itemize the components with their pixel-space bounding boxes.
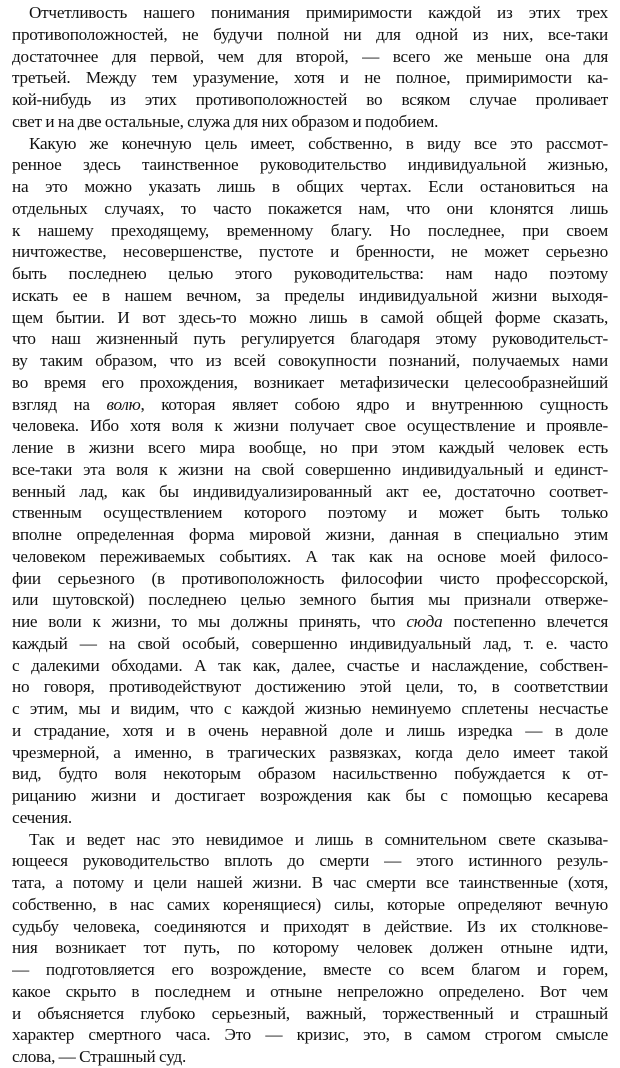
text-line: [12, 220, 608, 242]
text-run: на это можно указать лишь в общих чертах. Если остановиться на: [12, 177, 608, 196]
text-run: ние воли к жизни, то мы должны принять, что: [12, 612, 407, 631]
text-run: свет и на две остальные, служа для них образом и подобием.: [12, 111, 439, 131]
text-line: [12, 589, 608, 611]
text-line: [12, 720, 608, 742]
text-run: сечения.: [12, 807, 72, 827]
emphasis-text: волю: [106, 394, 141, 414]
text-run: с этим, мы и видим, что с каждой жизнью неминуемо сплетены несчастье: [12, 699, 608, 718]
text-line: [12, 285, 608, 307]
text-line: [12, 328, 608, 350]
text-line: [12, 372, 608, 394]
text-run: каждый — на свой особый, совершенно индивидуальный лад, т. е. часто: [12, 633, 608, 653]
text-run: ничтожестве, несовершенстве, пустоте и бренности, не может серьезно: [12, 242, 608, 262]
text-line: [12, 1024, 608, 1046]
text-line: [12, 24, 608, 46]
text-line: [12, 350, 608, 372]
text-run: ренное здесь таинственное руководительство индивидуальной жизнью,: [12, 155, 608, 175]
text-run: третьей. Между тем уразумение, хотя и не полное, примиримости ка-: [12, 68, 608, 88]
text-run: или шутовской) последнею целью земного бытия мы признали отверже-: [12, 590, 608, 610]
text-line: [12, 807, 608, 829]
text-line: [12, 154, 608, 176]
text-line: [12, 481, 608, 503]
text-line: [12, 916, 608, 938]
text-run: человека. Ибо хотя воля к жизни получает свое осуществление и проявле-: [12, 416, 608, 436]
text-run: тата, а потому и цели нашей жизни. В час смерти все таинственные (хотя,: [12, 873, 608, 892]
text-run: ву таким образом, что из всей совокупности познаний, получаемых нами: [12, 351, 608, 370]
text-line: [12, 502, 608, 524]
text-line: [12, 437, 608, 459]
text-run: , которая являет собою ядро и внутреннюю сущность: [140, 394, 608, 414]
text-run: человеком переживаемых событиях. А так как на основе моей филосо-: [12, 546, 608, 566]
text-line: [12, 459, 608, 481]
text-run: рицанию жизни и достигает возрождения как бы с помощью кесарева: [12, 786, 608, 805]
text-line: [12, 785, 608, 807]
text-line: [12, 546, 608, 568]
text-run: щем бытии. И вот здесь-то можно лишь в самой общей форме сказать,: [12, 307, 608, 327]
text-line: [12, 676, 608, 698]
text-line: [12, 524, 608, 546]
text-line: [12, 568, 608, 590]
paragraph: [12, 829, 608, 1068]
text-line: [12, 633, 608, 655]
text-line: [12, 959, 608, 981]
text-run: вид, будто воля некоторым образом насильственно побуждается к от-: [12, 764, 608, 784]
text-line: [12, 176, 608, 198]
text-run: собственно, в нас самих коренящиеся) силы, которые определяют вечную: [12, 894, 608, 914]
text-run: что наш жизненный путь регулируется благодаря этому руководительст-: [12, 329, 608, 349]
text-line: [12, 698, 608, 720]
text-line: [12, 133, 608, 155]
text-run: все-таки эта воля к жизни на свой совершенно индивидуальный и единст-: [12, 459, 608, 479]
text-line: [12, 89, 608, 111]
text-run: отдельных случаях, то часто покажется нам, что они клонятся лишь: [12, 198, 608, 218]
text-run: но говоря, противодействуют достижению этой цели, то, в соответствии: [12, 677, 608, 697]
text-run: и объясняется глубоко серьезный, важный, торжественный и страшный: [12, 1003, 608, 1023]
text-run: какое скрыто в последнем и отныне непреложно определено. Вот чем: [12, 981, 608, 1001]
text-run: постепенно влечется: [442, 612, 608, 631]
text-line: [12, 198, 608, 220]
text-line: [12, 307, 608, 329]
text-line: [12, 46, 608, 68]
text-run: характер смертного часа. Это — кризис, это, в самом строгом смысле: [12, 1025, 608, 1045]
text-run: кой-нибудь из этих противоположностей во всяком случае проливает: [12, 90, 608, 109]
text-line: [12, 394, 608, 416]
text-run: с далекими обходами. А так как, далее, счастье и наслаждение, собствен-: [12, 655, 608, 675]
text-run: Так и ведет нас это невидимое и лишь в сомнительном свете сказыва-: [29, 829, 608, 849]
text-run: Отчетливость нашего понимания примиримости каждой из этих трех: [29, 3, 608, 22]
text-line: [12, 1003, 608, 1025]
text-line: [12, 829, 608, 851]
text-line: [12, 850, 608, 872]
text-line: [12, 611, 608, 633]
text-line: [12, 241, 608, 263]
text-line: [12, 742, 608, 764]
text-run: быть последнею целью этого руководительства: нам надо поэтому: [12, 264, 608, 283]
text-run: и страдание, хотя и в очень неравной доле и лишь изредка — в доле: [12, 720, 608, 740]
text-run: слова, — Страшный суд.: [12, 1047, 187, 1066]
text-line: [12, 872, 608, 894]
text-run: ющееся руководительство вплоть до смерти — этого истинного резуль-: [12, 851, 608, 871]
text-run: фии серьезного (в противоположность философии чисто профессорской,: [12, 568, 608, 588]
text-line: [12, 894, 608, 916]
text-line: [12, 763, 608, 785]
text-line: [12, 2, 608, 24]
text-run: Какую же конечную цель имеет, собственно, в виду все это рассмот-: [29, 133, 608, 153]
text-run: ление в жизни всего мира вообще, но при этом каждый человек есть: [12, 438, 608, 457]
text-line: [12, 655, 608, 677]
text-line: [12, 415, 608, 437]
text-run: взгляд на: [12, 394, 107, 414]
text-run: венный лад, как бы индивидуализированный акт ее, достаточно соответ-: [12, 481, 608, 501]
text-run: к нашему преходящему, временному благу. Но последнее, при своем: [12, 220, 608, 240]
text-run: ния возникает тот путь, по которому человек должен отныне идти,: [12, 938, 608, 958]
text-line: [12, 263, 608, 285]
text-line: [12, 937, 608, 959]
text-run: искать ее в нашем вечном, за пределы индивидуальной жизни выходя-: [12, 285, 608, 305]
text-run: чрезмерной, а именно, в трагических развязках, когда дело имеет такой: [12, 742, 608, 762]
text-line: [12, 111, 608, 133]
text-run: — подготовляется его возрождение, вместе со всем благом и горем,: [12, 960, 608, 979]
text-run: ственным осуществлением которого поэтому и может быть только: [12, 503, 608, 523]
text-run: во время его прохождения, возникает метафизически целесообразнейший: [12, 372, 608, 392]
text-line: [12, 67, 608, 89]
text-run: судьбу человека, соединяются и приходят в действие. Из их столкнове-: [12, 916, 608, 936]
text-line: [12, 1046, 608, 1068]
text-body: [12, 2, 608, 1068]
paragraph: [12, 133, 608, 829]
text-run: противоположностей, не будучи полной ни для одной из них, все-таки: [12, 24, 608, 44]
paragraph: [12, 2, 608, 133]
text-run: вполне определенная форма мировой жизни, данная в специально этим: [12, 525, 608, 544]
emphasis-text: сюда: [406, 612, 443, 631]
text-line: [12, 981, 608, 1003]
text-run: достаточнее для первой, чем для второй, — всего же меньше она для: [12, 46, 608, 66]
